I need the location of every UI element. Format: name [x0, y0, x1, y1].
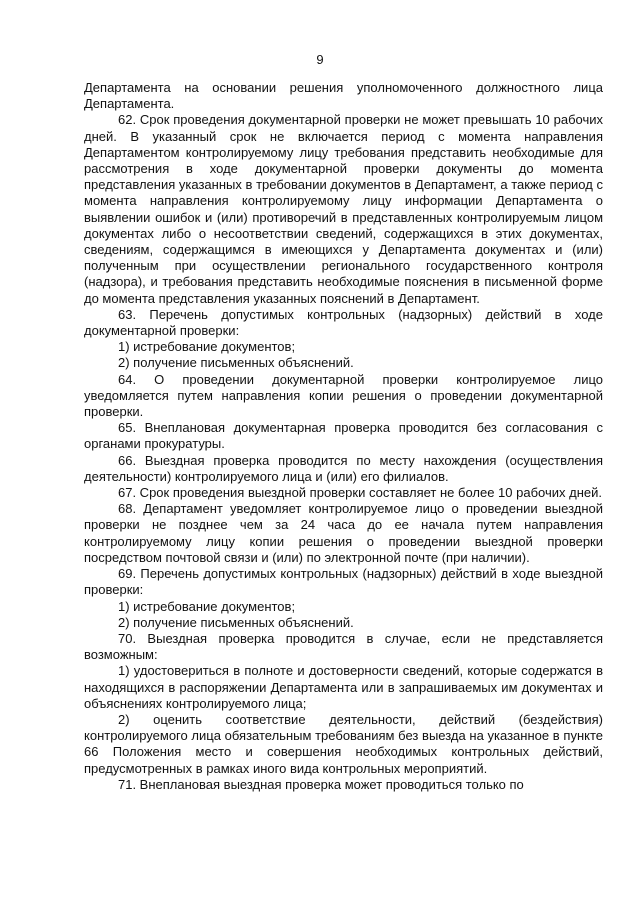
paragraph-69-item-1: 1) истребование документов;: [118, 598, 296, 614]
paragraph-70-item-1: 1) удостовериться в полноте и достоверности сведений, которые содержатся в находящихся в распоряжении Департамента или в запрашиваемых им документах и объяснениях контролируемого лица;: [84, 663, 603, 711]
paragraph-69: 69. Перечень допустимых контрольных (надзорных) действий в ходе выездной проверки:: [84, 566, 603, 598]
paragraph-63-item-1: 1) истребование документов;: [118, 339, 296, 355]
paragraph-64: 64. О проведении документарной проверки контролируемое лицо уведомляется путем направления копии решения о проведении документарной проверки.: [84, 371, 603, 420]
paragraph-63-item-2: 2) получение письменных объяснений.: [118, 355, 354, 371]
document-body: [84, 80, 603, 793]
paragraph-62: 62. Срок проведения документарной проверки не может превышать 10 рабочих дней. В указанный срок не включается период с момента направления Департаментом контролируемому лицу требования представить необходимые для рассмотрения в ходе документарной проверки документы до момента представления указанных в требовании документов в Департамент, а также период с момента направления контролируемому лицу информации Департамента о выявлении ошибок и (или) противоречий в представленных контролируемым лицом документах либо о несоответствии сведений, содержащихся в этих документах, сведениям, содержащимся в имеющихся у Департамента документах и (или) полученным при осуществлении регионального государственного контроля (надзора), и требования представить необходимые пояснения в письменной форме до момента представления указанных пояснений в Департамент.: [84, 112, 603, 306]
paragraph-70: 70. Выездная проверка проводится в случае, если не представляется возможным:: [84, 630, 603, 663]
paragraph-68: 68. Департамент уведомляет контролируемое лицо о проведении выездной проверки не позднее чем за 24 часа до ее начала путем направления контролируемому лицу копии решения о проведении выездной проверки посредством почтовой связи и (или) по электронной почте (при наличии).: [84, 501, 603, 565]
paragraph-63: 63. Перечень допустимых контрольных (надзорных) действий в ходе документарной проверки:: [84, 306, 603, 339]
paragraph-continuation: Департамента на основании решения уполномоченного должностного лица Департамента.: [84, 80, 603, 112]
page-number: 9: [316, 52, 324, 67]
paragraph-67: 67. Срок проведения выездной проверки составляет не более 10 рабочих дней.: [118, 485, 602, 501]
paragraph-65: 65. Внеплановая документарная проверка проводится без согласования с органами прокуратуры.: [84, 420, 603, 452]
paragraph-66: 66. Выездная проверка проводится по месту нахождения (осуществления деятельности) контролируемого лица и (или) его филиалов.: [84, 452, 603, 484]
paragraph-69-item-2: 2) получение письменных объяснений.: [118, 614, 354, 630]
paragraph-70-item-2: 2) оценить соответствие деятельности, действий (бездействия) контролируемого лица обязательным требованиям без выезда на указанное в пункте 66 Положения место и совершения необходимых контрольных действий, предусмотренных в рамках иного вида контрольных мероприятий.: [84, 711, 603, 776]
paragraph-71: 71. Внеплановая выездная проверка может проводиться только по: [118, 776, 524, 792]
